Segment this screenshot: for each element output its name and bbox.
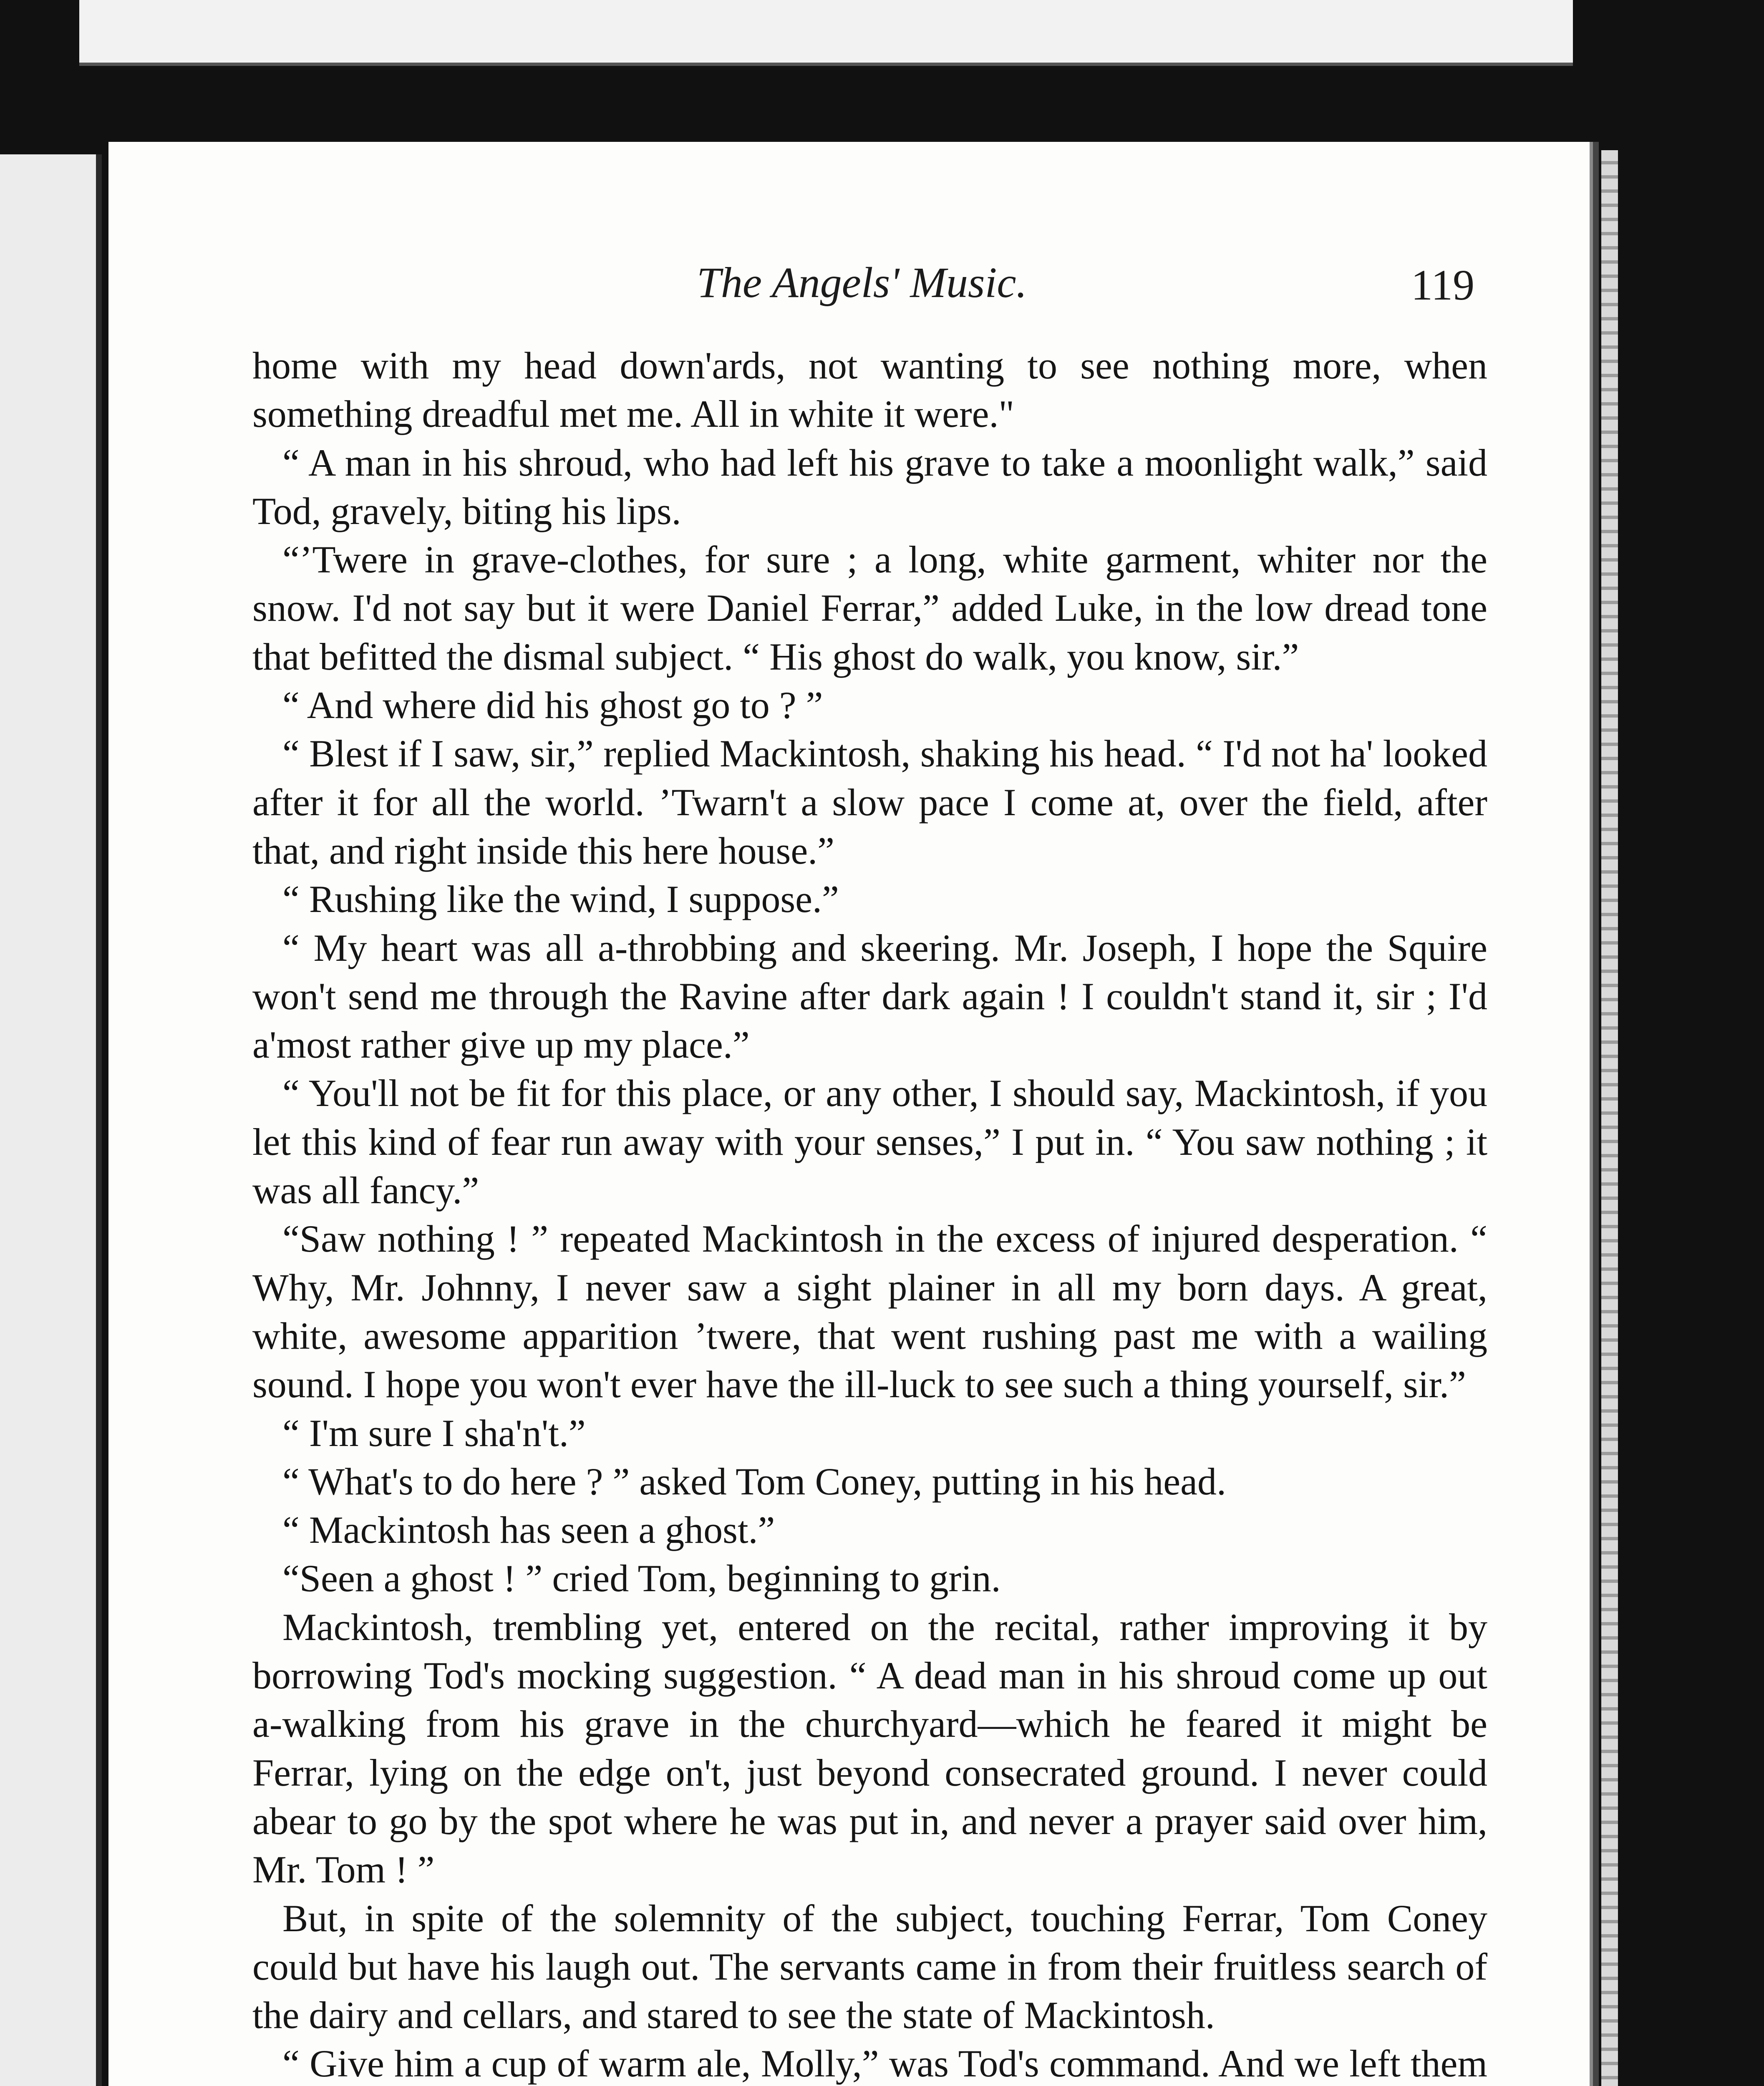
paragraph: “ Blest if I saw, sir,” replied Mackintosh, shaking his head. “ I'd not ha' looked after it for all the world. ’Twarn't a slow pace I come at, over the field, after that, and right inside this here house.” [252,732,1487,872]
running-title: The Angels' Music. [697,259,1027,307]
paragraph: “ I'm sure I sha'n't.” [282,1411,586,1454]
paragraph: “ My heart was all a-throbbing and skeering. Mr. Joseph, I hope the Squire won't send me through the Ravine after dark again ! I couldn't stand it, sir ; I'd a'most rather give up my place.” [252,926,1487,1066]
page-number: 119 [1411,261,1475,309]
page-header [108,258,1590,316]
paragraph: “ Give him a cup of warm ale, Molly,” was Tod's command. And we left them [282,2042,1487,2085]
paragraph: “Seen a ghost ! ” cried Tom, beginning to grin. [282,1557,1001,1600]
facing-page-edge [0,154,102,2086]
paragraph: Mackintosh, trembling yet, entered on the recital, rather improving it by borrowing Tod's mocking suggestion. “ A dead man in his shroud come up out a-walking from his grave in the churchyard—which he feared it might be Ferrar, lying on the edge on't, just beyond consecrated ground. I never could abear to go by the spot where he was put in, and never a prayer said over him, Mr. Tom ! ” [252,1605,1487,1891]
book-page [108,142,1590,2086]
paragraph: “ Mackintosh has seen a ghost.” [282,1509,775,1552]
paragraph: “ A man in his shroud, who had left his grave to take a moonlight walk,” said Tod, gravely, biting his lips. [252,441,1487,532]
paragraph: “ What's to do here ? ” asked Tom Coney, putting in his head. [282,1460,1226,1503]
page-stack-edge [1601,150,1618,2086]
body-text [252,341,1487,2086]
paragraph: “’Twere in grave-clothes, for sure ; a long, white garment, whiter nor the snow. I'd not say but it were Daniel Ferrar,” added Luke, in the low dread tone that befitted the dismal subject. “ His ghost do walk, you know, sir.” [252,538,1487,678]
paragraph: “ You'll not be fit for this place, or any other, I should say, Mackintosh, if you let this kind of fear run away with your senses,” I put in. “ You saw nothing ; it was all fancy.” [252,1072,1487,1212]
paragraph: home with my head down'ards, not wanting to see nothing more, when something dreadful met me. All in white it were." [252,344,1487,436]
paragraph: But, in spite of the solemnity of the subject, touching Ferrar, Tom Coney could but have his laugh out. The servants came in from their fruitless search of the dairy and cellars, and stared to see the state of Mackintosh. [252,1897,1487,2037]
paragraph: “Saw nothing ! ” repeated Mackintosh in the excess of injured desperation. “ Why, Mr. Johnny, I never saw a sight plainer in all my born days. A great, white, awesome apparition ’twere, that went rushing past me with a wailing sound. I hope you won't ever have the ill-luck to see such a thing yourself, sir.” [252,1217,1487,1406]
paragraph: “ And where did his ghost go to ? ” [282,684,823,727]
paragraph: “ Rushing like the wind, I suppose.” [282,878,839,921]
previous-page-strip [79,0,1573,66]
